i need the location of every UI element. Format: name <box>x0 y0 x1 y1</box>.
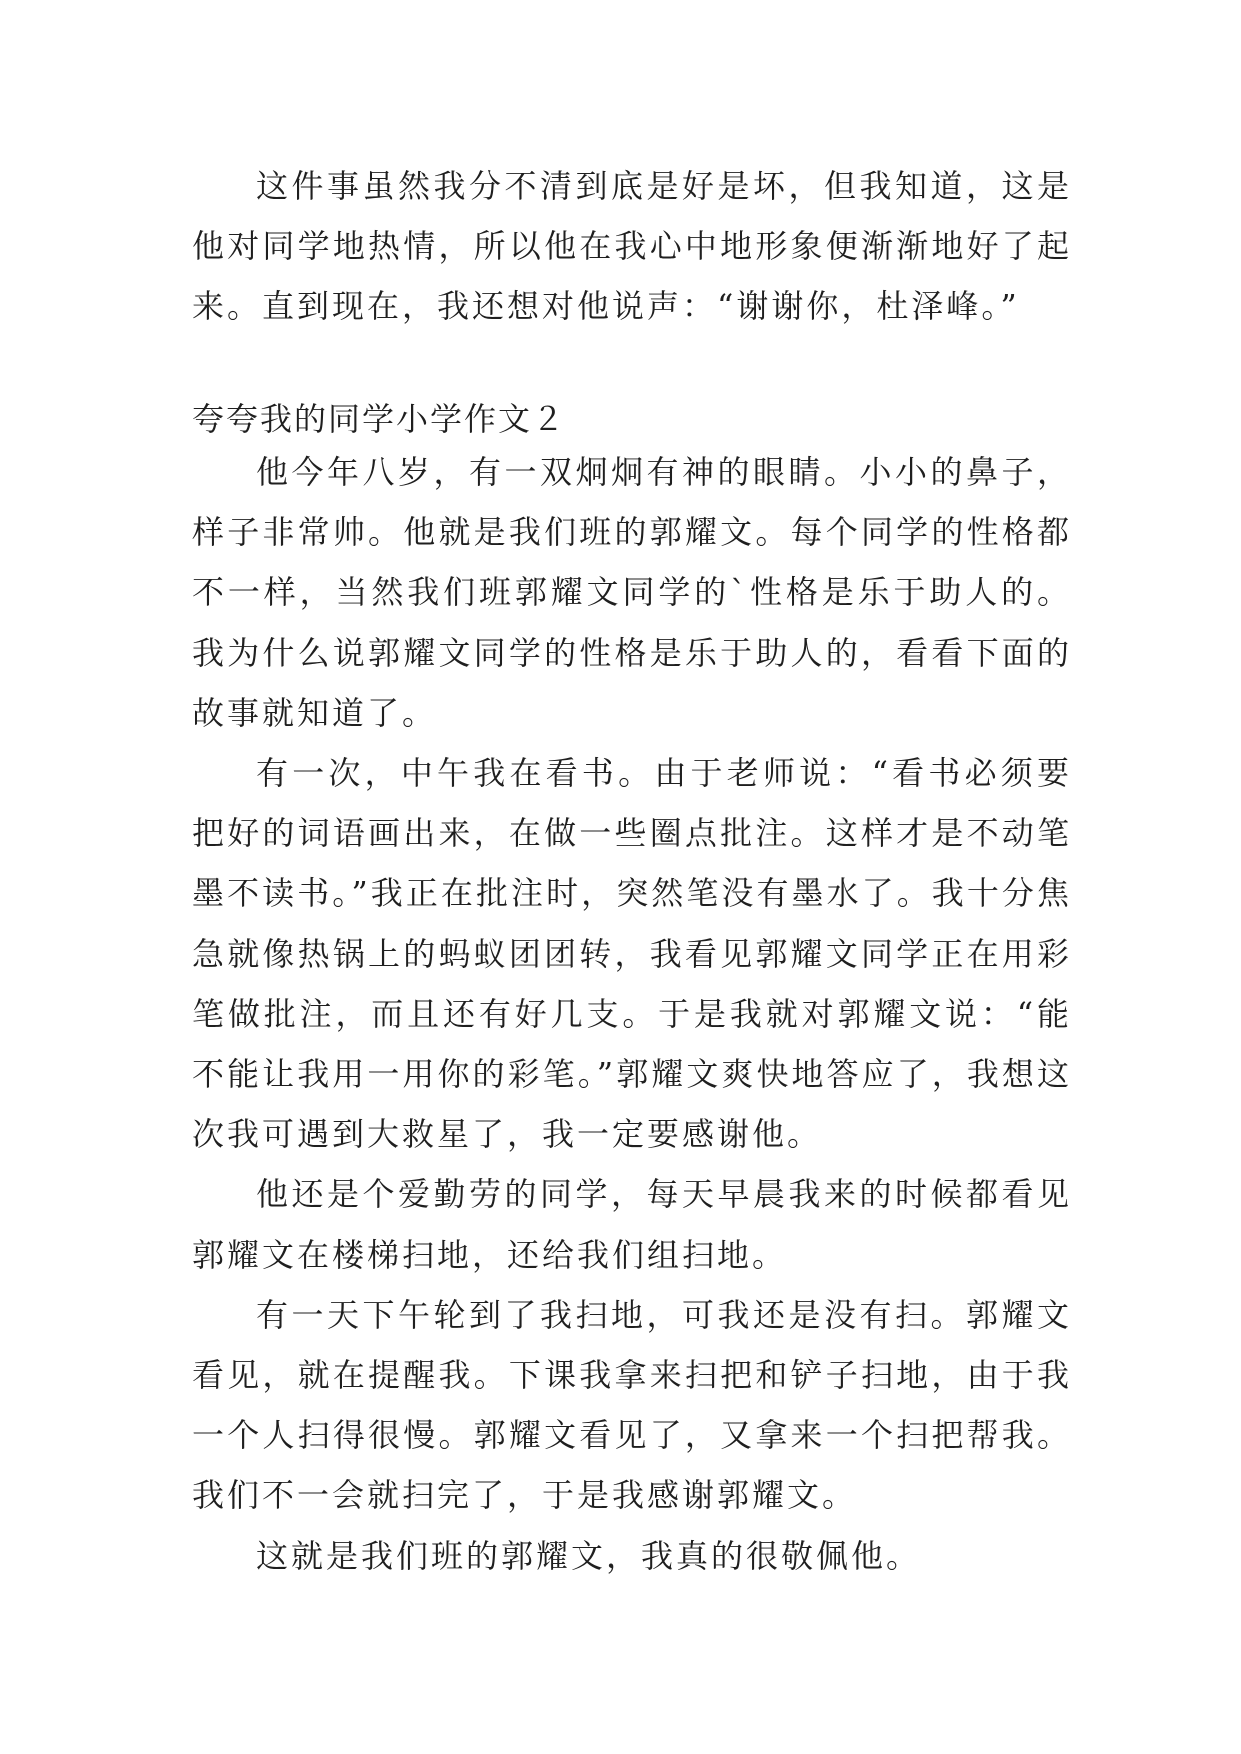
paragraph-1: 他今年八岁，有一双炯炯有神的眼睛。小小的鼻子，样子非常帅。他就是我们班的郭耀文。每个同学的性格都不一样，当然我们班郭耀文同学的`性格是乐于助人的。我为什么说郭耀文同学的性格是乐于助人的，看看下面的故事就知道了。 <box>192 453 1072 732</box>
intro-section <box>192 156 1072 337</box>
paragraph-3: 他还是个爱勤劳的同学，每天早晨我来的时候都看见郭耀文在楼梯扫地，还给我们组扫地。 <box>192 1175 1072 1274</box>
essay-body <box>192 442 1072 1586</box>
paragraph-5: 这就是我们班的郭耀文，我真的很敬佩他。 <box>256 1536 922 1575</box>
paragraph-4: 有一天下午轮到了我扫地，可我还是没有扫。郭耀文看见，就在提醒我。下课我拿来扫把和铲子扫地，由于我一个人扫得很慢。郭耀文看见了，又拿来一个扫把帮我。我们不一会就扫完了，于是我感谢郭耀文。 <box>192 1295 1072 1515</box>
intro-paragraph: 这件事虽然我分不清到底是好是坏，但我知道，这是他对同学地热情，所以他在我心中地形象便渐渐地好了起来。直到现在，我还想对他说声：“谢谢你，杜泽峰。” <box>192 167 1072 326</box>
essay-title: 夸夸我的同学小学作文２ <box>192 400 567 438</box>
paragraph-2: 有一次，中午我在看书。由于老师说：“看书必须要把好的词语画出来，在做一些圈点批注。这样才是不动笔墨不读书。”我正在批注时，突然笔没有墨水了。我十分焦急就像热锅上的蚂蚁团团转，我看见郭耀文同学正在用彩笔做批注，而且还有好几支。于是我就对郭耀文说：“能不能让我用一用你的彩笔。”郭耀文爽快地答应了，我想这次我可遇到大救星了，我一定要感谢他。 <box>192 754 1072 1154</box>
